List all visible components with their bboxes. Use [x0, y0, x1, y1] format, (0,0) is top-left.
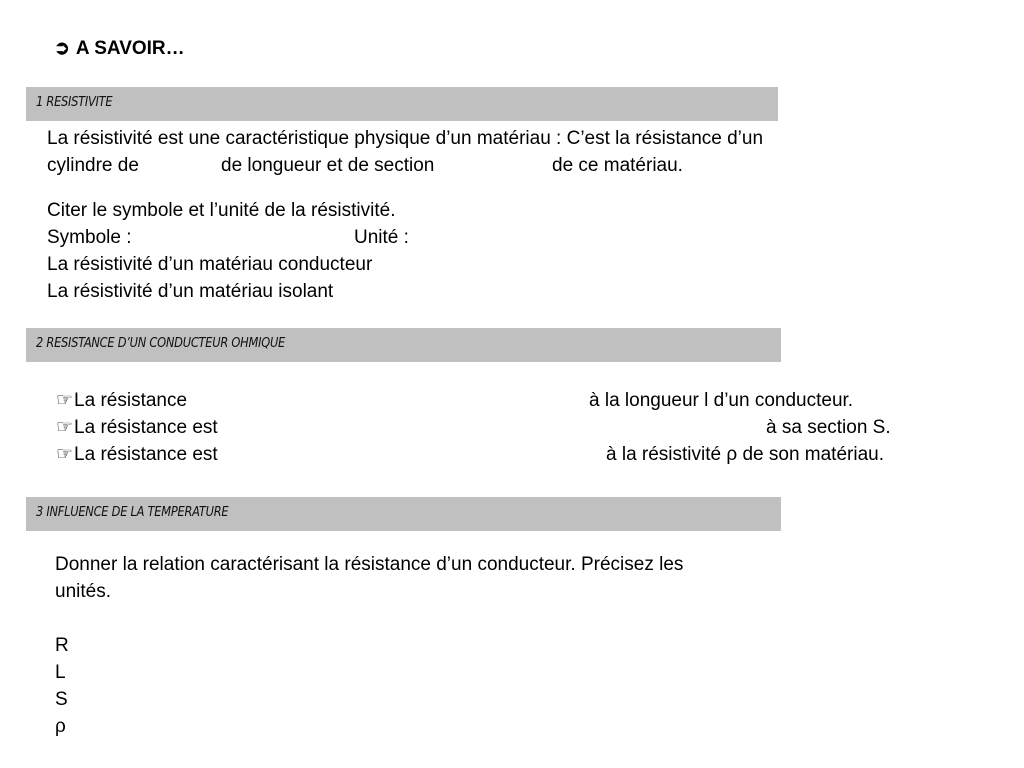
- symbol-rho: ρ: [55, 716, 66, 737]
- section-header-label: 2 RESISTANCE D’UN CONDUCTEUR OHMIQUE: [36, 336, 286, 351]
- list-item: [56, 414, 218, 441]
- page-title-text: A SAVOIR…: [75, 38, 185, 59]
- relation-question-line2: unités.: [55, 581, 111, 602]
- relation-question-line1: Donner la relation caractérisant la résistance d’un conducteur. Précisez les: [55, 554, 684, 575]
- list-item: [56, 387, 187, 414]
- list-item-start: La résistance est: [74, 417, 218, 438]
- section-header-temperature: [26, 497, 781, 531]
- symbol-r: R: [55, 635, 69, 656]
- page-title: [54, 37, 185, 60]
- list-item: [56, 441, 218, 468]
- symbole-label: Symbole :: [47, 227, 132, 248]
- isolant-text: La résistivité d’un matériau isolant: [47, 281, 334, 302]
- question-text: Citer le symbole et l’unité de la résistivité.: [47, 200, 396, 221]
- section-header-label: 3 INFLUENCE DE LA TEMPERATURE: [36, 505, 229, 520]
- list-item-end: à la longueur l d’un conducteur.: [589, 390, 854, 411]
- resistivity-definition-line2-part1: cylindre de: [47, 155, 139, 176]
- resistivity-definition-line1: La résistivité est une caractéristique physique d’un matériau : C’est la résistance d’un: [47, 128, 764, 149]
- resistivity-definition-line2-part3: de ce matériau.: [552, 155, 683, 176]
- arrow-right-icon: ➲: [54, 38, 70, 59]
- list-item-start: La résistance est: [74, 444, 218, 465]
- conducteur-text: La résistivité d’un matériau conducteur: [47, 254, 373, 275]
- pointing-hand-icon: ☞: [56, 417, 74, 438]
- symbol-s: S: [55, 689, 68, 710]
- section-header-label: 1 RESISTIVITE: [36, 95, 113, 110]
- resistivity-definition-line2-part2: de longueur et de section: [221, 155, 435, 176]
- unite-label: Unité :: [354, 227, 409, 248]
- pointing-hand-icon: ☞: [56, 444, 74, 465]
- list-item-end: à la résistivité ρ de son matériau.: [606, 444, 884, 465]
- section-header-resistance: [26, 328, 781, 362]
- symbol-l: L: [55, 662, 66, 683]
- section-header-resistivite: [26, 87, 778, 121]
- pointing-hand-icon: ☞: [56, 390, 74, 411]
- list-item-start: La résistance: [74, 390, 188, 411]
- list-item-end: à sa section S.: [766, 417, 891, 438]
